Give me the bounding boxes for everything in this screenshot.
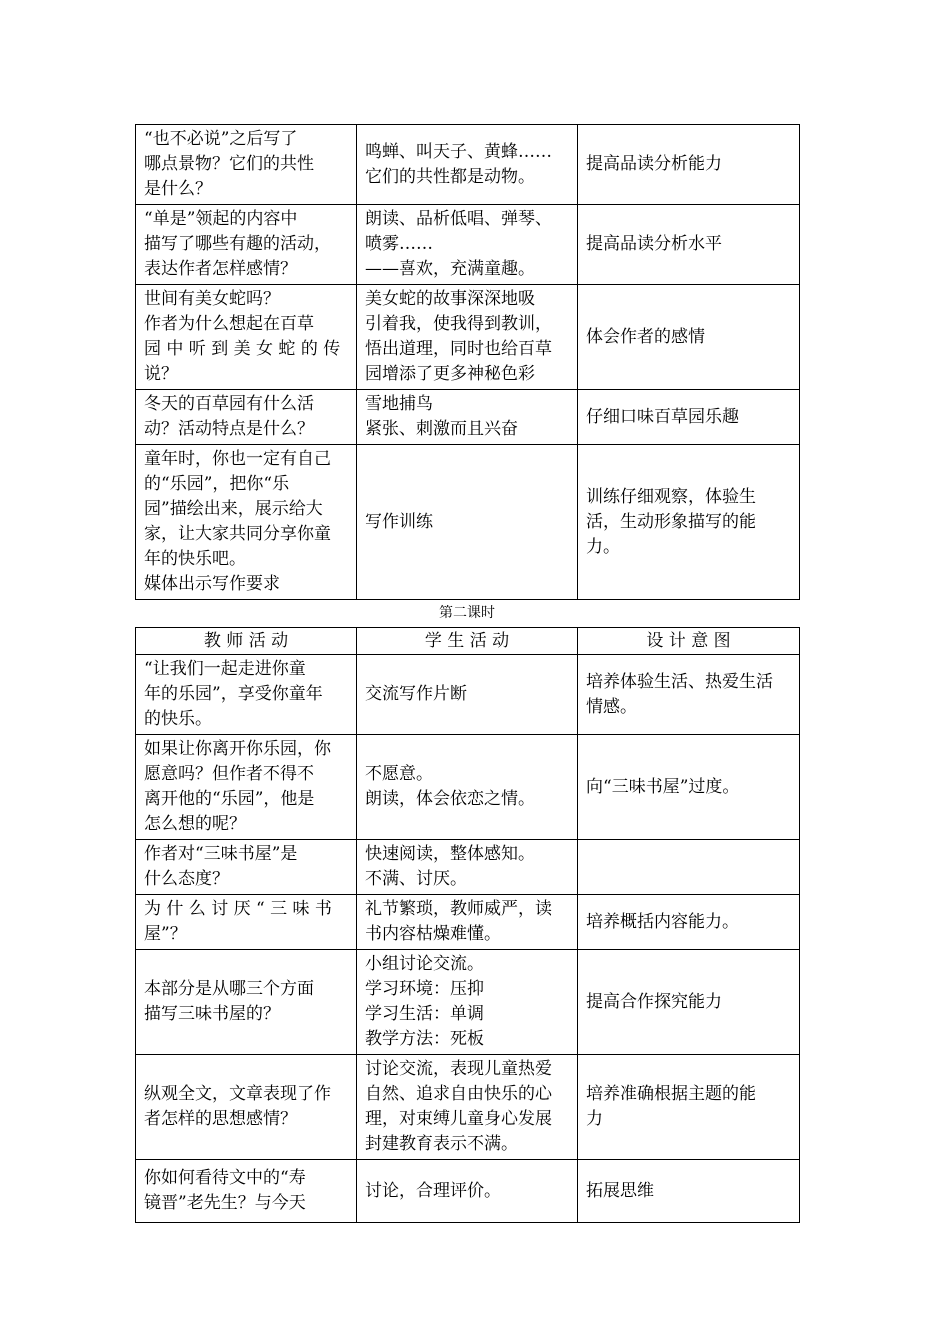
table-row <box>136 895 800 950</box>
student-activity-cell <box>357 895 578 950</box>
lesson-table-1 <box>135 124 800 600</box>
table-row <box>136 1160 800 1223</box>
cell-line: 冬天的百草园有什么活 <box>144 394 314 414</box>
cell-line: 美女蛇的故事深深地吸 <box>365 289 535 309</box>
table-row <box>136 205 800 285</box>
cell-line: 哪点景物？它们的共性 <box>144 154 314 174</box>
table-row <box>136 125 800 205</box>
cell-line: 写作训练 <box>365 511 433 532</box>
cell-line: 提高品读分析水平 <box>586 234 722 254</box>
cell-line: 作者对“三味书屋”是 <box>144 844 298 864</box>
cell-line: 年的乐园”，享受你童年 <box>144 684 323 704</box>
cell-line: 动？活动特点是什么？ <box>144 419 314 439</box>
cell-line: 提高合作探究能力 <box>586 991 722 1012</box>
cell-line: 活，生动形象描写的能 <box>586 511 756 532</box>
table2-header-row <box>136 628 800 655</box>
cell-line: 讨论，合理评价。 <box>365 1180 501 1201</box>
cell-line: 离开他的“乐园”，他是 <box>144 789 315 809</box>
header-design-intent: 设 计 意 图 <box>578 628 800 655</box>
cell-line: 情感。 <box>586 696 637 717</box>
cell-line: 本部分是从哪三个方面 <box>144 979 314 999</box>
header-teacher-activity: 教 师 活 动 <box>136 628 357 655</box>
cell-line: 培养体验生活、热爱生活 <box>586 671 773 692</box>
cell-line: “让我们一起走进你童 <box>144 659 306 679</box>
table-row <box>136 950 800 1055</box>
student-activity-cell <box>357 1055 578 1160</box>
teacher-activity-cell <box>136 1160 357 1223</box>
cell-line: 什么态度？ <box>144 869 229 889</box>
table2-body <box>136 655 800 1223</box>
cell-line: 讨论交流，表现儿童热爱 <box>365 1059 552 1079</box>
cell-line: 学习生活：单调 <box>365 1004 484 1024</box>
cell-line: 描写三味书屋的？ <box>144 1004 280 1024</box>
cell-line: 是什么？ <box>144 179 212 199</box>
cell-line: 屋”？ <box>144 924 187 944</box>
student-activity-cell <box>357 655 578 735</box>
table-row <box>136 285 800 390</box>
cell-line: 教学方法：死板 <box>365 1029 484 1049</box>
table-row <box>136 390 800 445</box>
cell-line: 园”描绘出来，展示给大 <box>144 499 323 519</box>
cell-line: 说？ <box>144 364 178 384</box>
cell-line: 它们的共性都是动物。 <box>365 166 535 187</box>
cell-line: 力 <box>586 1109 603 1129</box>
cell-line: 年的快乐吧。 <box>144 549 246 569</box>
cell-line: 你如何看待文中的“寿 <box>144 1168 306 1188</box>
table-row <box>136 445 800 600</box>
teacher-activity-cell <box>136 895 357 950</box>
cell-line: 小组讨论交流。 <box>365 954 484 974</box>
teacher-activity-cell <box>136 445 357 600</box>
cell-line: 理，对束缚儿童身心发展 <box>365 1109 552 1129</box>
design-intent-cell <box>578 390 800 445</box>
student-activity-cell <box>357 205 578 285</box>
cell-line: 体会作者的感情 <box>586 326 705 347</box>
cell-line: 不愿意。 <box>365 764 433 784</box>
cell-line: 为 什 么 讨 厌 “ 三 味 书 <box>144 899 332 919</box>
cell-line: 表达作者怎样感情？ <box>144 259 297 279</box>
cell-line: 喷雾…… <box>365 234 433 254</box>
design-intent-cell <box>578 950 800 1055</box>
teacher-activity-cell <box>136 285 357 390</box>
cell-line: 悟出道理，同时也给百草 <box>365 339 552 359</box>
cell-line: “单是”领起的内容中 <box>144 209 298 229</box>
cell-line: 童年时，你也一定有自己 <box>144 449 331 469</box>
cell-line: 快速阅读，整体感知。 <box>365 844 535 864</box>
student-activity-cell <box>357 125 578 205</box>
cell-line: 作者为什么想起在百草 <box>144 314 314 334</box>
cell-line: 的快乐。 <box>144 709 212 729</box>
teacher-activity-cell <box>136 205 357 285</box>
teacher-activity-cell <box>136 840 357 895</box>
cell-line: 园增添了更多神秘色彩 <box>365 364 535 384</box>
cell-line: 交流写作片断 <box>365 684 467 704</box>
student-activity-cell <box>357 285 578 390</box>
cell-line: “也不必说”之后写了 <box>144 129 298 149</box>
cell-line: 仔细口味百草园乐趣 <box>586 406 739 427</box>
teacher-activity-cell <box>136 1055 357 1160</box>
student-activity-cell <box>357 390 578 445</box>
teacher-activity-cell <box>136 390 357 445</box>
teacher-activity-cell <box>136 655 357 735</box>
design-intent-cell <box>578 655 800 735</box>
cell-line: 雪地捕鸟 <box>365 394 433 414</box>
cell-line: 园 中 听 到 美 女 蛇 的 传 <box>144 339 341 359</box>
cell-line: 不满、讨厌。 <box>365 869 467 889</box>
student-activity-cell <box>357 840 578 895</box>
cell-line: 培养准确根据主题的能 <box>586 1084 756 1104</box>
design-intent-cell <box>578 125 800 205</box>
cell-line: 训练仔细观察，体验生 <box>586 486 756 507</box>
cell-line: 培养概括内容能力。 <box>586 911 739 932</box>
teacher-activity-cell <box>136 125 357 205</box>
table-row <box>136 840 800 895</box>
cell-line: 礼节繁琐，教师威严，读 <box>365 899 552 919</box>
design-intent-cell <box>578 285 800 390</box>
design-intent-cell <box>578 735 800 840</box>
table-row <box>136 735 800 840</box>
header-student-activity: 学 生 活 动 <box>357 628 578 655</box>
lesson-table-2 <box>135 627 800 1223</box>
cell-line: 描写了哪些有趣的活动， <box>144 234 331 254</box>
cell-line: 镜晋”老先生？与今天 <box>144 1193 306 1213</box>
cell-line: 力。 <box>586 536 620 557</box>
design-intent-cell <box>578 840 800 895</box>
cell-line: 学习环境：压抑 <box>365 979 484 999</box>
table1-body <box>136 125 800 600</box>
student-activity-cell <box>357 1160 578 1223</box>
table-row <box>136 655 800 735</box>
teacher-activity-cell <box>136 950 357 1055</box>
cell-line: 书内容枯燥难懂。 <box>365 924 501 944</box>
cell-line: 紧张、刺激而且兴奋 <box>365 419 518 439</box>
design-intent-cell <box>578 895 800 950</box>
cell-line: 朗读、品析低唱、弹琴、 <box>365 209 552 229</box>
student-activity-cell <box>357 445 578 600</box>
cell-line: 向“三味书屋”过度。 <box>586 776 740 797</box>
cell-line: 世间有美女蛇吗？ <box>144 289 280 309</box>
table-row <box>136 1055 800 1160</box>
cell-line: 封建教育表示不满。 <box>365 1134 518 1154</box>
design-intent-cell <box>578 445 800 600</box>
section-title: 第二课时 <box>439 605 495 621</box>
design-intent-cell <box>578 1055 800 1160</box>
cell-line: 引着我，使我得到教训， <box>365 314 552 334</box>
cell-line: 提高品读分析能力 <box>586 154 722 174</box>
cell-line: 怎么想的呢？ <box>144 814 246 834</box>
cell-line: 者怎样的思想感情？ <box>144 1109 297 1129</box>
student-activity-cell <box>357 735 578 840</box>
cell-line: 朗读，体会依恋之情。 <box>365 789 535 809</box>
cell-line: 拓展思维 <box>586 1180 654 1201</box>
cell-line: 自然、追求自由快乐的心 <box>365 1084 552 1104</box>
cell-line: ——喜欢，充满童趣。 <box>365 259 535 279</box>
student-activity-cell <box>357 950 578 1055</box>
cell-line: 媒体出示写作要求 <box>144 574 280 594</box>
cell-line: 愿意吗？但作者不得不 <box>144 764 314 784</box>
design-intent-cell <box>578 1160 800 1223</box>
cell-line: 的“乐园”，把你“乐 <box>144 474 290 494</box>
cell-line: 鸣蝉、叫天子、黄蜂…… <box>365 141 552 162</box>
teacher-activity-cell <box>136 735 357 840</box>
cell-line: 家，让大家共同分享你童 <box>144 524 331 544</box>
design-intent-cell <box>578 205 800 285</box>
cell-line: 如果让你离开你乐园，你 <box>144 739 331 759</box>
cell-line: 纵观全文，文章表现了作 <box>144 1084 331 1104</box>
